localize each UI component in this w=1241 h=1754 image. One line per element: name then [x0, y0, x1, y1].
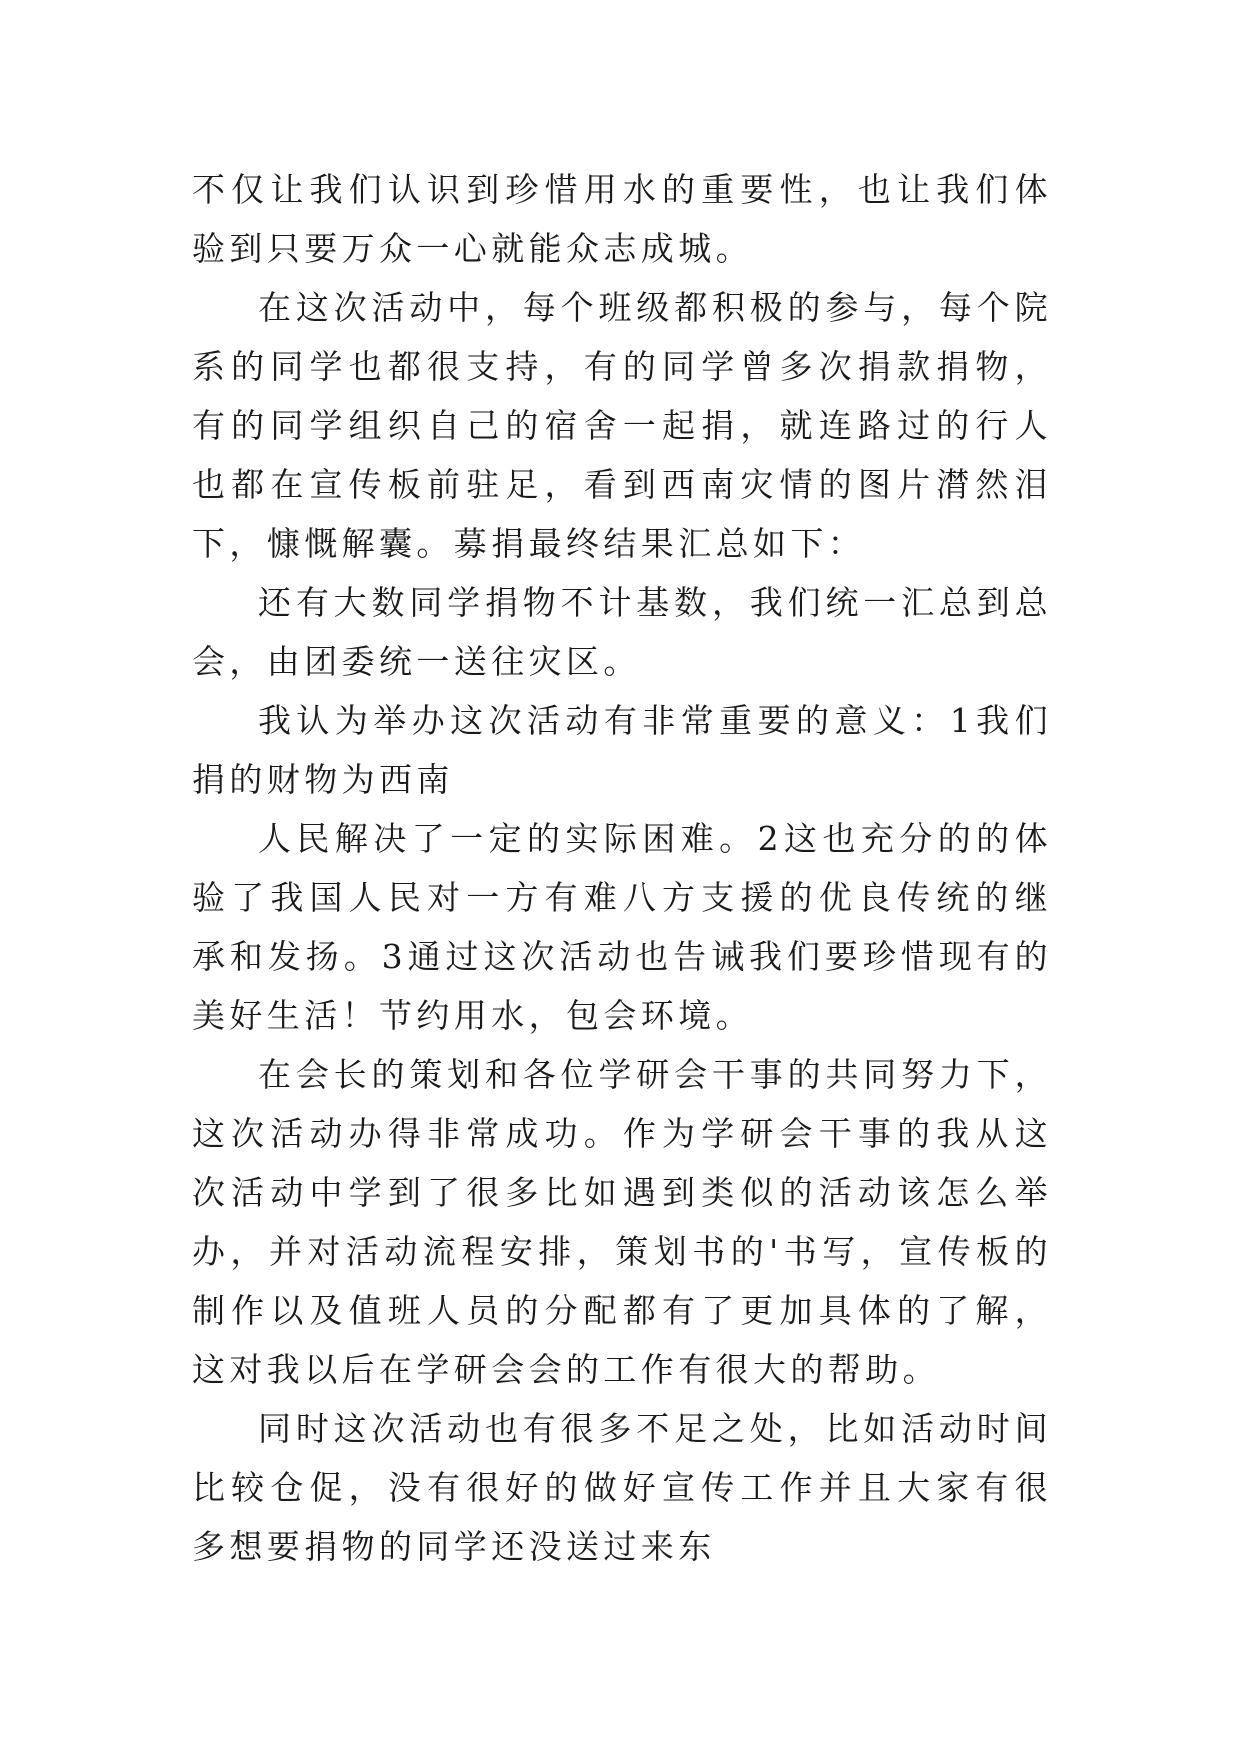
paragraph-2: 在这次活动中，每个班级都积极的参与，每个院系的同学也都很支持，有的同学曾多次捐款捐物，有的同学组织自己的宿舍一起捐，就连路过的行人也都在宣传板前驻足，看到西南灾情的图片潸然泪下，慷慨解囊。募捐最终结果汇总如下：	[192, 288, 1052, 563]
paragraph-6: 在会长的策划和各位学研会干事的共同努力下，这次活动办得非常成功。作为学研会干事的我从这次活动中学到了很多比如遇到类似的活动该怎么举办，并对活动流程安排，策划书的'书写，宣传板的制作以及值班人员的分配都有了更加具体的了解，这对我以后在学研会会的工作有很大的帮助。	[192, 1055, 1052, 1389]
document-body	[192, 160, 1052, 1576]
paragraph-5: 人民解决了一定的实际困难。2这也充分的的体验了我国人民对一方有难八方支援的优良传统的继承和发扬。3通过这次活动也告诫我们要珍惜现有的美好生活！节约用水，包会环境。	[192, 819, 1052, 1035]
paragraph-4: 我认为举办这次活动有非常重要的意义：1我们捐的财物为西南	[192, 701, 1052, 799]
paragraph-3: 还有大数同学捐物不计基数，我们统一汇总到总会，由团委统一送往灾区。	[192, 583, 1052, 681]
paragraph-7: 同时这次活动也有很多不足之处，比如活动时间比较仓促，没有很好的做好宣传工作并且大家有很多想要捐物的同学还没送过来东	[192, 1409, 1052, 1566]
paragraph-1: 不仅让我们认识到珍惜用水的重要性，也让我们体验到只要万众一心就能众志成城。	[192, 170, 1052, 268]
